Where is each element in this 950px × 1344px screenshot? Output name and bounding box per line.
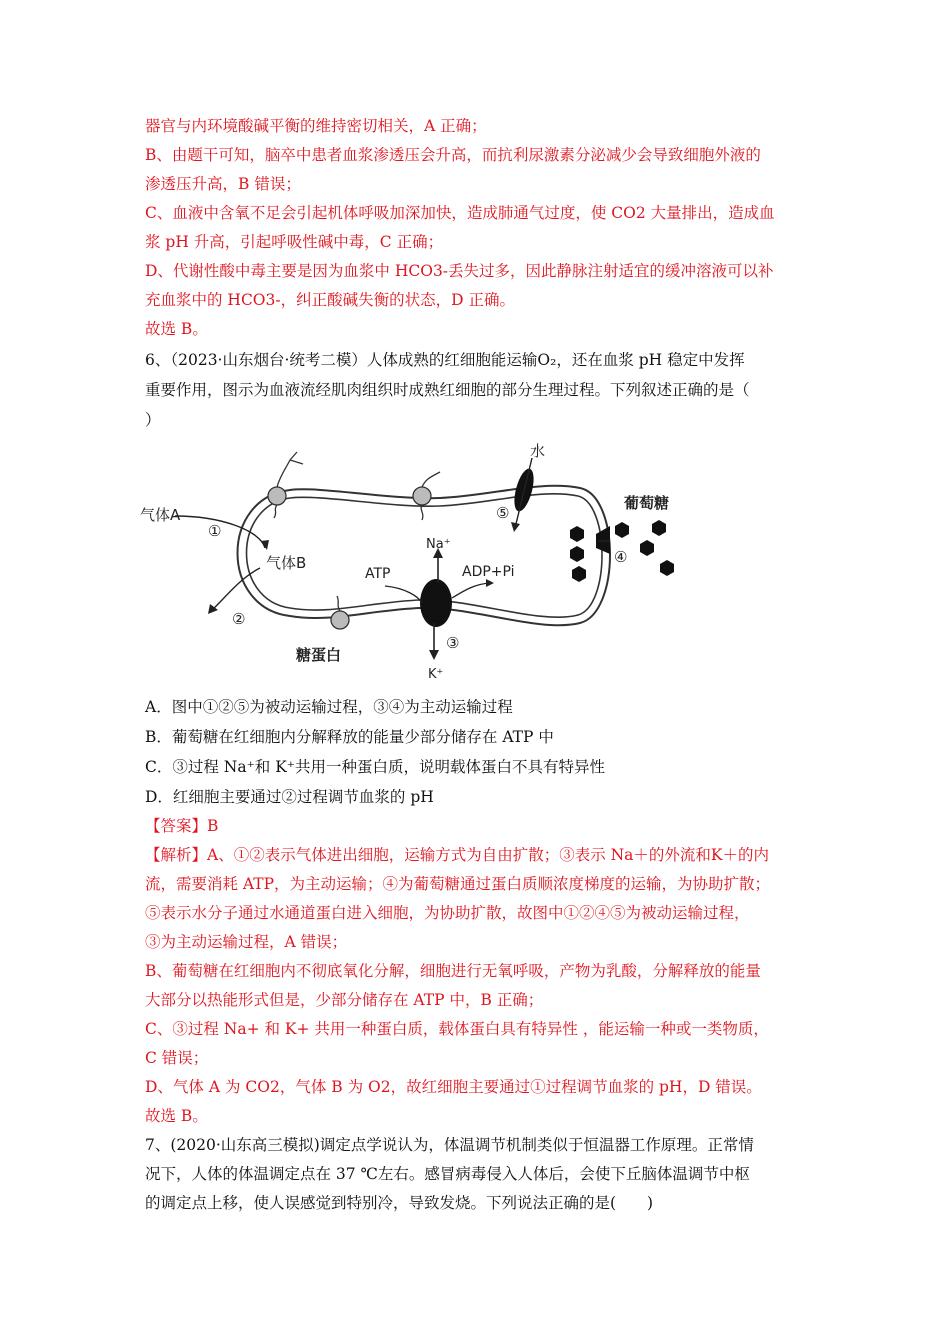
q6-analysis-line: B、葡萄糖在红细胞内不彻底氧化分解，细胞进行无氧呼吸，产物为乳酸，分解释放的能量 [145,962,761,980]
q6-analysis-line: ⑤表示水分子通过水通道蛋白进入细胞，为协助扩散，故图中①②④⑤为被动运输过程， [145,904,750,922]
na-k-pump [420,579,452,627]
analysis-prev-line: C、血液中含氧不足会引起机体呼吸加深加快，造成肺通气过度，使 CO2 大量排出，造成血 [145,204,775,222]
q6-analysis-line: 【解析】A、①②表示气体进出细胞，运输方式为自由扩散；③表示 Na＋的外流和K＋的内 [145,846,770,864]
q6-stem-line: 6、（2023·山东烟台·统考二模）人体成熟的红细胞能运输O₂，还在血浆 pH 稳定中发挥 [145,351,745,369]
q6-option-a: A．图中①②⑤为被动运输过程，③④为主动运输过程 [145,698,513,716]
label-circled-3: ③ [446,634,460,652]
glycoprotein-2 [413,472,440,520]
label-gas-b: 气体B [266,554,307,572]
q6-analysis-line: D、气体 A 为 CO2，气体 B 为 O2，故红细胞主要通过①过程调节血浆的 pH，D 错误。 [145,1078,762,1096]
q6-analysis-line: C、③过程 Na+ 和 K+ 共用一种蛋白质，载体蛋白具有特异性 ，能运输一种或一类物质， [145,1020,769,1038]
diagram-svg [140,438,700,688]
q6-analysis-line: ③为主动运输过程，A 错误； [145,933,348,951]
label-water: 水 [530,442,546,460]
analysis-prev-line: 渗透压升高，B 错误； [145,175,301,193]
analysis-prev-line: 充血浆中的 HCO3-，纠正酸碱失衡的状态，D 正确。 [145,291,515,309]
q6-analysis-line: 流，需要消耗 ATP，为主动运输；④为葡萄糖通过蛋白质顺浓度梯度的运输，为协助扩散； [145,875,771,893]
glucose-transporter [596,526,610,554]
glycoprotein-1 [268,452,303,518]
label-k: K⁺ [428,667,444,682]
q7-stem-line: 况下，人体的体温调定点在 37 ℃左右。感冒病毒侵入人体后，会使下丘脑体温调节中枢 [145,1165,750,1183]
q6-conclusion: 故选 B。 [145,1107,208,1125]
q6-analysis-line: 大部分以热能形式但是，少部分储存在 ATP 中，B 正确； [145,991,544,1009]
label-na: Na⁺ [426,537,451,552]
q6-option-b: B．葡萄糖在红细胞内分解释放的能量少部分储存在 ATP 中 [145,728,554,746]
q7-stem-line: 的调定点上移，使人误感觉到特别冷，导致发烧。下列说法正确的是( ) [145,1194,654,1212]
analysis-prev-conclusion: 故选 B。 [145,320,208,338]
q6-option-c: C．③过程 Na⁺和 K⁺共用一种蛋白质，说明载体蛋白不具有特异性 [145,758,605,776]
glycoprotein-3 [331,596,349,629]
label-gas-a: 气体A [140,506,181,524]
q6-stem-line: 重要作用，图示为血液流经肌肉组织时成熟红细胞的部分生理过程。下列叙述正确的是（ [145,381,750,399]
q6-answer: 【答案】B [145,817,219,835]
q7-stem-line: 7、(2020·山东高三模拟)调定点学说认为，体温调节机制类似于恒温器工作原理。正常情 [145,1136,754,1154]
label-atp: ATP [365,566,391,582]
q6-stem-line: ） [145,411,161,429]
analysis-prev-line: 器官与内环境酸碱平衡的维持密切相关，A 正确； [145,117,487,135]
label-adp: ADP+Pi [462,564,515,580]
q6-option-d: D．红细胞主要通过②过程调节血浆的 pH [145,788,434,806]
label-glycoprotein: 糖蛋白 [296,646,342,664]
analysis-prev-line: B、由题干可知，脑卒中患者血浆渗透压会升高，而抗利尿激素分泌减少会导致细胞外液的 [145,146,761,164]
analysis-prev-line: D、代谢性酸中毒主要是因为血浆中 HCO3-丢失过多，因此静脉注射适宜的缓冲溶液可以补 [145,262,774,280]
q6-analysis-line: C 错误； [145,1049,209,1067]
label-glucose: 葡萄糖 [624,494,670,512]
red-blood-cell-diagram [140,438,700,688]
label-circled-2: ② [232,610,246,628]
label-circled-1: ① [208,522,222,540]
analysis-prev-line: 浆 pH 升高，引起呼吸性碱中毒，C 正确； [145,233,444,251]
label-circled-5: ⑤ [496,504,510,522]
label-circled-4: ④ [614,548,628,566]
